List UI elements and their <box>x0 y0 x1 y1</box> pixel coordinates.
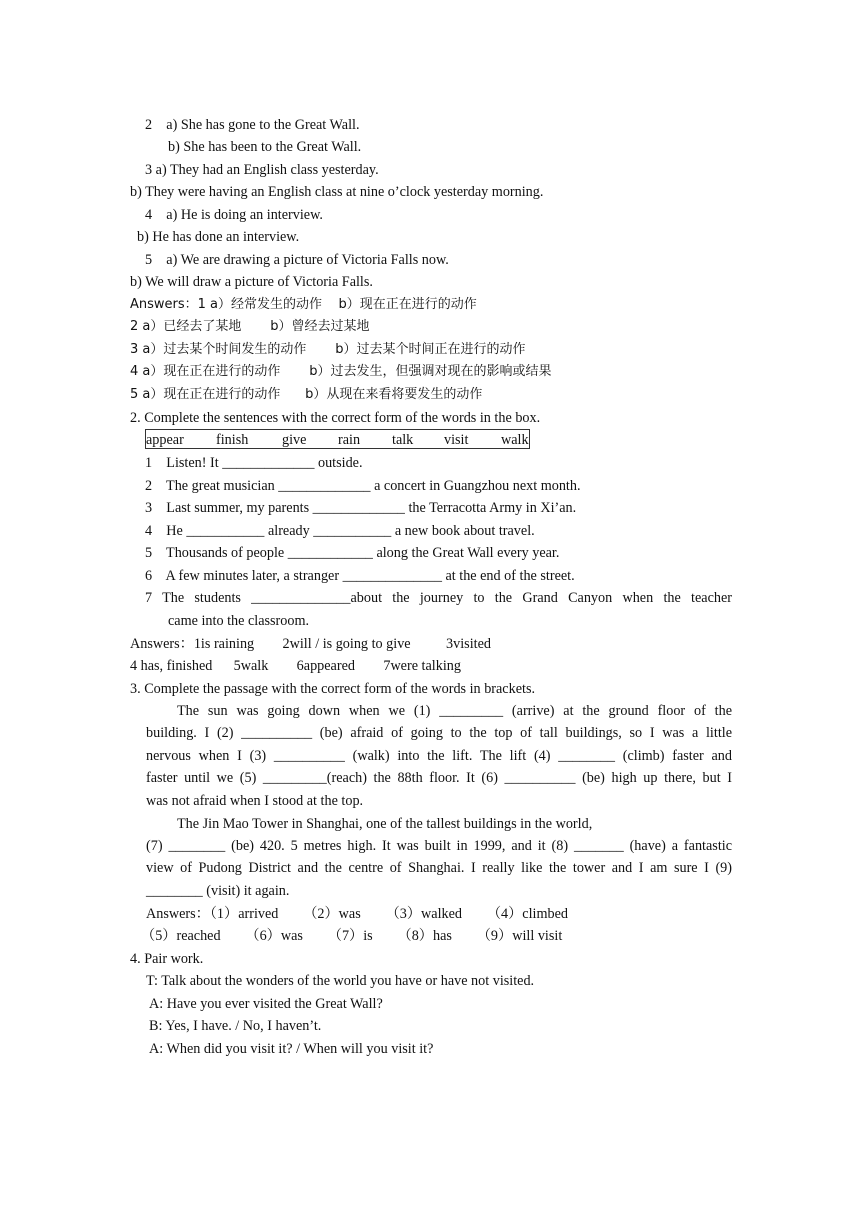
passage-line: view of Pudong District and the centre of Shanghai. I really like the tower and I am sure I (9) <box>146 860 732 876</box>
passage-line: was not afraid when I stood at the top. <box>146 793 364 809</box>
exercise-item: 7 The students ______________about the journey to the Grand Canyon when the teacher <box>145 590 732 606</box>
passage-line: The sun was going down when we (1) _________ (arrive) at the ground floor of the <box>177 703 732 719</box>
text-line: b) He has done an interview. <box>137 229 300 245</box>
word-box-item: rain <box>338 432 361 448</box>
answer-line: Answers：（1）arrived （2）was （3）walked （4）climbed <box>146 906 569 922</box>
word-box-item: finish <box>216 432 249 448</box>
exercise-item: 1 Listen! It _____________ outside. <box>145 455 363 471</box>
answer-line: Answers：1 a）经常发生的动作 b）现在正在进行的动作 <box>130 297 477 312</box>
passage-line: nervous when I (3) __________ (walk) into the lift. The lift (4) ________ (climb) faster and <box>146 748 732 764</box>
passage-line: building. I (2) __________ (be) afraid of going to the top of tall buildings, so I was a little <box>146 725 732 741</box>
answer-line: 4 a）现在正在进行的动作 b）过去发生，但强调对现在的影响或结果 <box>130 364 552 379</box>
answer-line: 3 a）过去某个时间发生的动作 b）过去某个时间正在进行的动作 <box>130 342 526 357</box>
dialogue-line: B: Yes, I have. / No, I haven’t. <box>149 1018 322 1034</box>
text-line: b) They were having an English class at nine o’clock yesterday morning. <box>130 184 544 200</box>
answer-line: 5 a）现在正在进行的动作 b）从现在来看将要发生的动作 <box>130 387 483 402</box>
section-heading: 4. Pair work. <box>130 951 204 967</box>
word-box-item: walk <box>501 432 529 448</box>
dialogue-line: A: When did you visit it? / When will you visit it? <box>149 1041 434 1057</box>
answer-line: （5）reached （6）was （7）is （8）has （9）will visit <box>141 928 563 944</box>
word-box-item: talk <box>392 432 414 448</box>
exercise-item: 3 Last summer, my parents _____________ the Terracotta Army in Xi’an. <box>145 500 577 516</box>
word-box-item: visit <box>444 432 469 448</box>
passage-line: ________ (visit) it again. <box>146 883 290 899</box>
answer-line: 2 a）已经去了某地 b）曾经去过某地 <box>130 319 370 334</box>
passage-line: (7) ________ (be) 420. 5 metres high. It was built in 1999, and it (8) _______ (have) a fantastic <box>146 838 732 854</box>
exercise-item: 2 The great musician _____________ a concert in Guangzhou next month. <box>145 478 581 494</box>
exercise-item-cont: came into the classroom. <box>168 613 310 629</box>
text-line: 2 a) She has gone to the Great Wall. <box>145 117 360 133</box>
text-line: b) We will draw a picture of Victoria Falls. <box>130 274 373 290</box>
word-box <box>145 429 530 449</box>
answer-line: 4 has, finished 5walk 6appeared 7were talking <box>130 658 461 674</box>
passage-line: The Jin Mao Tower in Shanghai, one of the tallest buildings in the world, <box>177 816 593 832</box>
exercise-item: 4 He ___________ already ___________ a new book about travel. <box>145 523 535 539</box>
text-line: 5 a) We are drawing a picture of Victoria Falls now. <box>145 252 449 268</box>
exercise-item: 6 A few minutes later, a stranger ______________ at the end of the street. <box>145 568 575 584</box>
word-box-item: give <box>282 432 307 448</box>
section-heading: 3. Complete the passage with the correct form of the words in brackets. <box>130 681 536 697</box>
exercise-item: 5 Thousands of people ____________ along the Great Wall every year. <box>145 545 560 561</box>
dialogue-line: T: Talk about the wonders of the world you have or have not visited. <box>146 973 535 989</box>
text-line: 4 a) He is doing an interview. <box>145 207 323 223</box>
text-line: b) She has been to the Great Wall. <box>168 139 362 155</box>
dialogue-line: A: Have you ever visited the Great Wall? <box>149 996 383 1012</box>
passage-line: faster until we (5) _________(reach) the 88th floor. It (6) __________ (be) high up there, but I <box>146 770 732 786</box>
word-box-item: appear <box>146 432 184 448</box>
answer-line: Answers：1is raining 2will / is going to give 3visited <box>130 636 491 652</box>
section-heading: 2. Complete the sentences with the correct form of the words in the box. <box>130 410 541 426</box>
text-line: 3 a) They had an English class yesterday. <box>145 162 379 178</box>
